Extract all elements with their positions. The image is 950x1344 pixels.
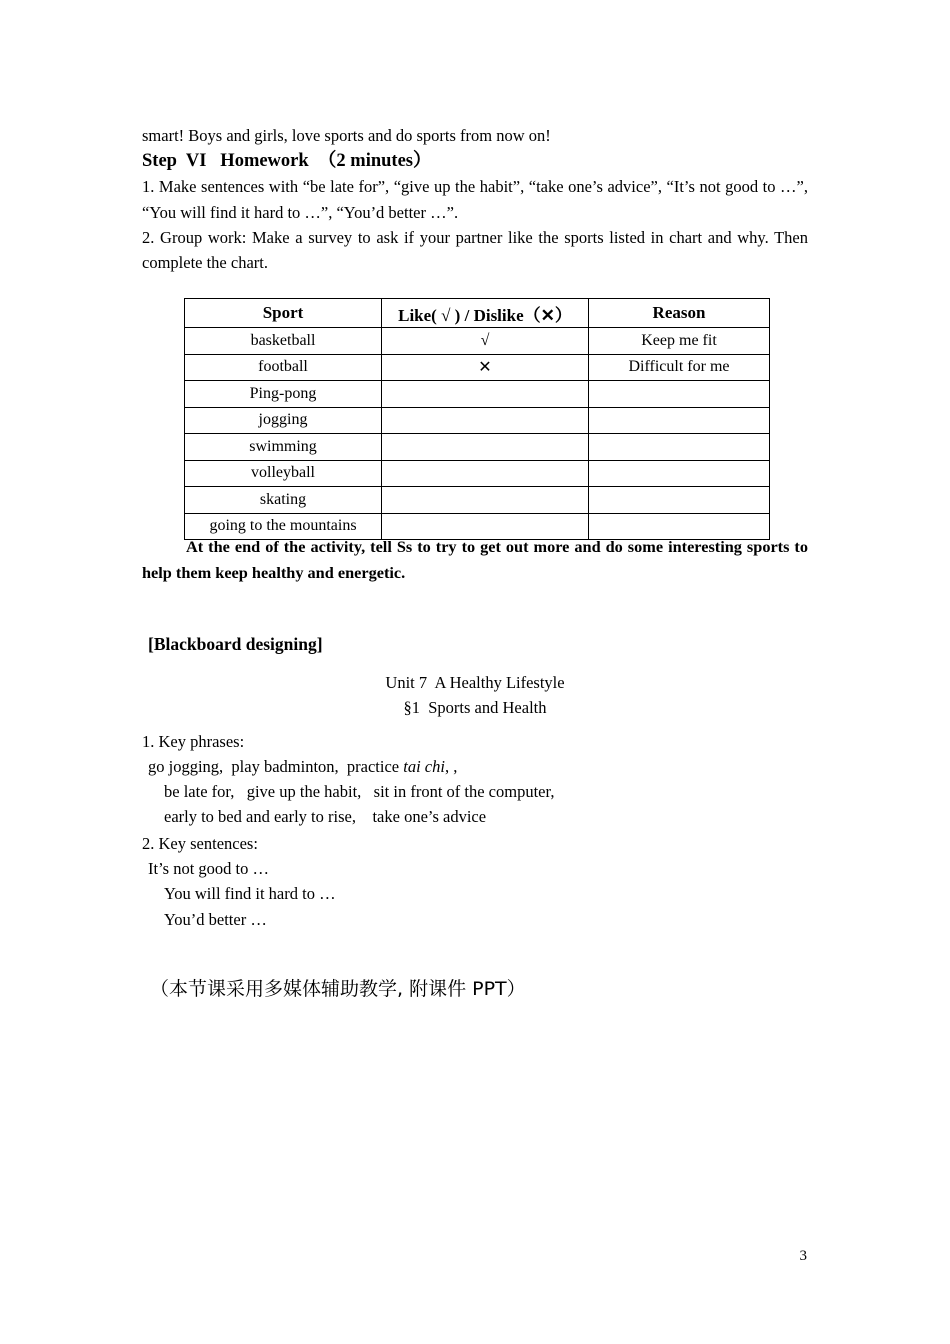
- table-row: [185, 487, 770, 514]
- spacer: [142, 657, 808, 670]
- homework-item-2: 2. Group work: Make a survey to ask if your partner like the sports listed in chart and why. Then complete the chart.: [142, 227, 813, 273]
- sports-survey-table-wrapper: [184, 298, 769, 540]
- key-phrases-line-1-italic: tai chi: [403, 756, 445, 776]
- key-sentences-label: 2. Key sentences:: [142, 833, 258, 853]
- table-row: [185, 460, 770, 487]
- key-phrases-line-2: be late for, give up the habit, sit in front of the computer,: [164, 782, 555, 802]
- table-row: [185, 407, 770, 434]
- key-sentences-line-1: It’s not good to …: [148, 859, 270, 879]
- activity-closing-note-text: At the end of the activity, tell Ss to try to get out more and do some interesting sports to help them keep healthy and energetic.: [142, 537, 813, 582]
- cell-like-dislike[interactable]: [382, 434, 589, 461]
- table-header-row: [185, 299, 770, 328]
- step-vi-homework-heading: Step VI Homework （2 minutes）: [142, 151, 432, 172]
- continuation-paragraph: smart! Boys and girls, love sports and do sports from now on!: [142, 126, 551, 145]
- cell-sport: swimming: [185, 434, 382, 461]
- cell-sport: football: [185, 354, 382, 381]
- key-sentences-line-2: You will find it hard to …: [164, 884, 336, 904]
- cell-sport: going to the mountains: [185, 513, 382, 540]
- cell-sport: basketball: [185, 328, 382, 355]
- cell-like-dislike[interactable]: [382, 460, 589, 487]
- page-number: 3: [799, 1248, 807, 1264]
- cell-like-dislike[interactable]: ✕: [382, 354, 589, 381]
- activity-closing-note: [142, 534, 813, 585]
- cell-sport: volleyball: [185, 460, 382, 487]
- cell-like-dislike[interactable]: [382, 381, 589, 408]
- cell-reason[interactable]: [589, 487, 770, 514]
- cell-sport: Ping-pong: [185, 381, 382, 408]
- column-header-like-dislike: Like( √ ) / Dislike（✕）: [382, 299, 589, 328]
- section-title: §1 Sports and Health: [403, 698, 547, 718]
- cell-reason[interactable]: [589, 407, 770, 434]
- cell-like-dislike[interactable]: [382, 407, 589, 434]
- key-phrases-line-1-pre: go jogging, play badminton, practice: [148, 756, 404, 776]
- table-row: [185, 328, 770, 355]
- cell-sport: skating: [185, 487, 382, 514]
- blackboard-designing-heading: [Blackboard designing]: [148, 634, 323, 654]
- table-row: [185, 354, 770, 381]
- cell-sport: jogging: [185, 407, 382, 434]
- document-body: [142, 123, 813, 275]
- column-header-reason: Reason: [589, 299, 770, 328]
- cell-like-dislike[interactable]: [382, 487, 589, 514]
- unit-title: Unit 7 A Healthy Lifestyle: [385, 673, 565, 692]
- key-phrases-line-1: [142, 754, 808, 779]
- table-row: [185, 434, 770, 461]
- cell-like-dislike[interactable]: √: [382, 328, 589, 355]
- after-table-section: [142, 534, 813, 585]
- homework-item-1: 1. Make sentences with “be late for”, “give up the habit”, “take one’s advice”, “It’s not good to …”, “You will find it hard to …”, “You’d better …”.: [142, 177, 813, 222]
- table-body: [185, 328, 770, 540]
- cell-reason[interactable]: [589, 434, 770, 461]
- key-phrases-label: 1. Key phrases:: [142, 731, 245, 751]
- table-row: [185, 381, 770, 408]
- cell-reason[interactable]: Keep me fit: [589, 328, 770, 355]
- key-sentences-line-3: You’d better …: [164, 909, 267, 929]
- cell-reason[interactable]: [589, 460, 770, 487]
- key-phrases-line-3: early to bed and early to rise, take one’s advice: [164, 807, 487, 827]
- sports-survey-table: [184, 298, 770, 540]
- column-header-sport: Sport: [185, 299, 382, 328]
- blackboard-design-section: [142, 632, 808, 1002]
- spacer: [142, 932, 808, 976]
- table-head: [185, 299, 770, 328]
- multimedia-footnote: （本节课采用多媒体辅助教学, 附课件 PPT）: [150, 977, 526, 1000]
- cell-reason[interactable]: [589, 381, 770, 408]
- cell-reason[interactable]: Difficult for me: [589, 354, 770, 381]
- spacer: [142, 721, 808, 729]
- key-phrases-line-1-post: , ,: [444, 756, 458, 776]
